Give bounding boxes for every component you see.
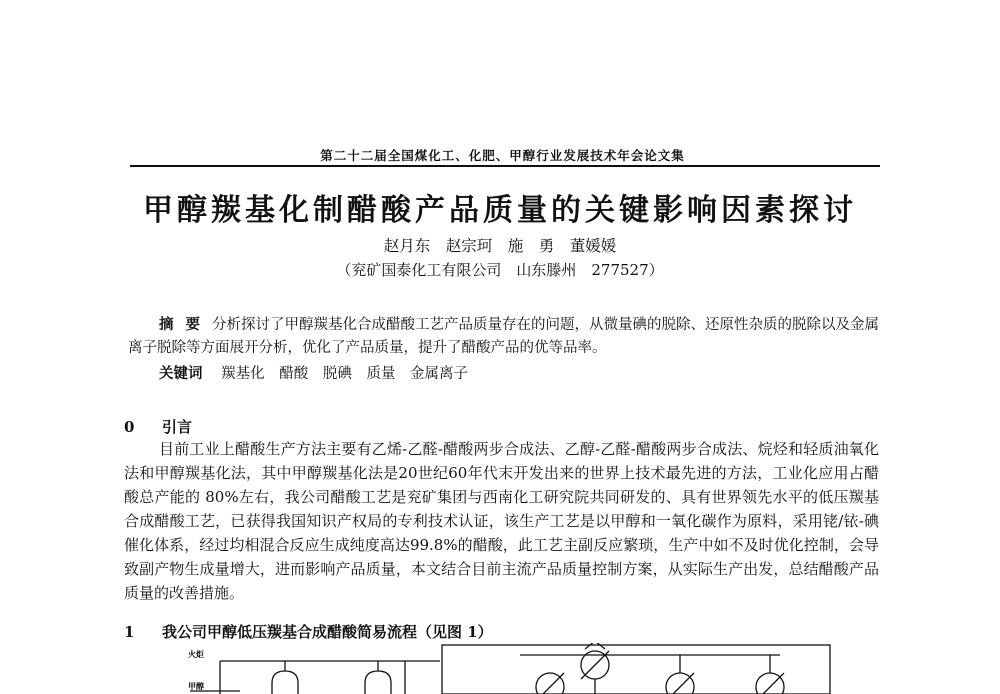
heat-exchanger-3 <box>666 673 694 694</box>
affiliation: （兖矿国泰化工有限公司 山东滕州 277527） <box>336 261 664 279</box>
section-title: 我公司甲醇低压羰基合成醋酸简易流程（见图 1） <box>162 623 493 641</box>
intro-paragraph: 目前工业上醋酸生产方法主要有乙烯-乙醛-醋酸两步合成法、乙醇-乙醛-醋酸两步合成法、烷烃和轻质油氧化法和甲醇羰基化法，其中甲醇羰基化法是20世纪60年代末开发出来的世界上技术最先进的方法，工业化应用占醋酸总产能的 80%左右，我公司醋酸工艺是兖矿集团与西南化工研究院共同研发的、具有世界领先水平的低压羰基合成醋酸工艺，已获得我国知识产权局的专利技术认证，该生产工艺是以甲醇和一氧化碳作为原料，采用铑/铱-碘催化体系，经过均相混合反应生成纯度高达99.8%的醋酸，此工艺主副反应繁琐，生产中如不及时优化控制，会导致副产物生成量增大，进而影响产品质量，本文结合目前主流产品质量控制方案，从实际生产出发，总结醋酸产品质量的改善措施。 <box>124 440 879 602</box>
running-header: 第二十二届全国煤化工、化肥、甲醇行业发展技术年会论文集 <box>320 148 685 163</box>
heat-exchanger-1 <box>536 673 564 694</box>
abstract-text: 分析探讨了甲醇羰基化合成醋酸工艺产品质量存在的问题，从微量碘的脱除、还原性杂质的脱除以及金属离子脱除等方面展开分析，优化了产品质量，提升了醋酸产品的优等品率。 <box>128 317 879 356</box>
keyword: 醋酸 <box>279 366 309 382</box>
keyword: 质量 <box>366 366 396 382</box>
process-flow-diagram <box>180 643 840 694</box>
section-heading-process <box>124 621 493 642</box>
flash-vessel <box>365 671 391 694</box>
keyword: 脱碘 <box>322 366 352 382</box>
heat-exchanger-4 <box>756 673 784 694</box>
abstract <box>128 313 880 360</box>
keywords-label: 关键词 <box>159 365 203 382</box>
keywords <box>159 362 478 383</box>
vent-arrow <box>585 643 605 649</box>
section-number: 0 <box>124 418 135 436</box>
section-number: 1 <box>124 623 135 641</box>
column-section-frame <box>442 645 830 694</box>
keyword: 金属离子 <box>410 366 469 382</box>
flare-label: 火炬 <box>188 649 204 659</box>
reactor-vessel <box>272 671 298 694</box>
header-rule <box>130 165 880 167</box>
section-heading-intro <box>124 416 192 437</box>
methanol-label: 甲醇 <box>188 681 204 691</box>
keyword: 羰基化 <box>221 366 265 382</box>
paper-title: 甲醇羰基化制醋酸产品质量的关键影响因素探讨 <box>143 193 857 228</box>
section-title: 引言 <box>162 418 193 436</box>
author-list: 赵月东 赵宗珂 施 勇 董媛媛 <box>383 237 617 255</box>
abstract-label: 摘要 <box>159 316 212 333</box>
